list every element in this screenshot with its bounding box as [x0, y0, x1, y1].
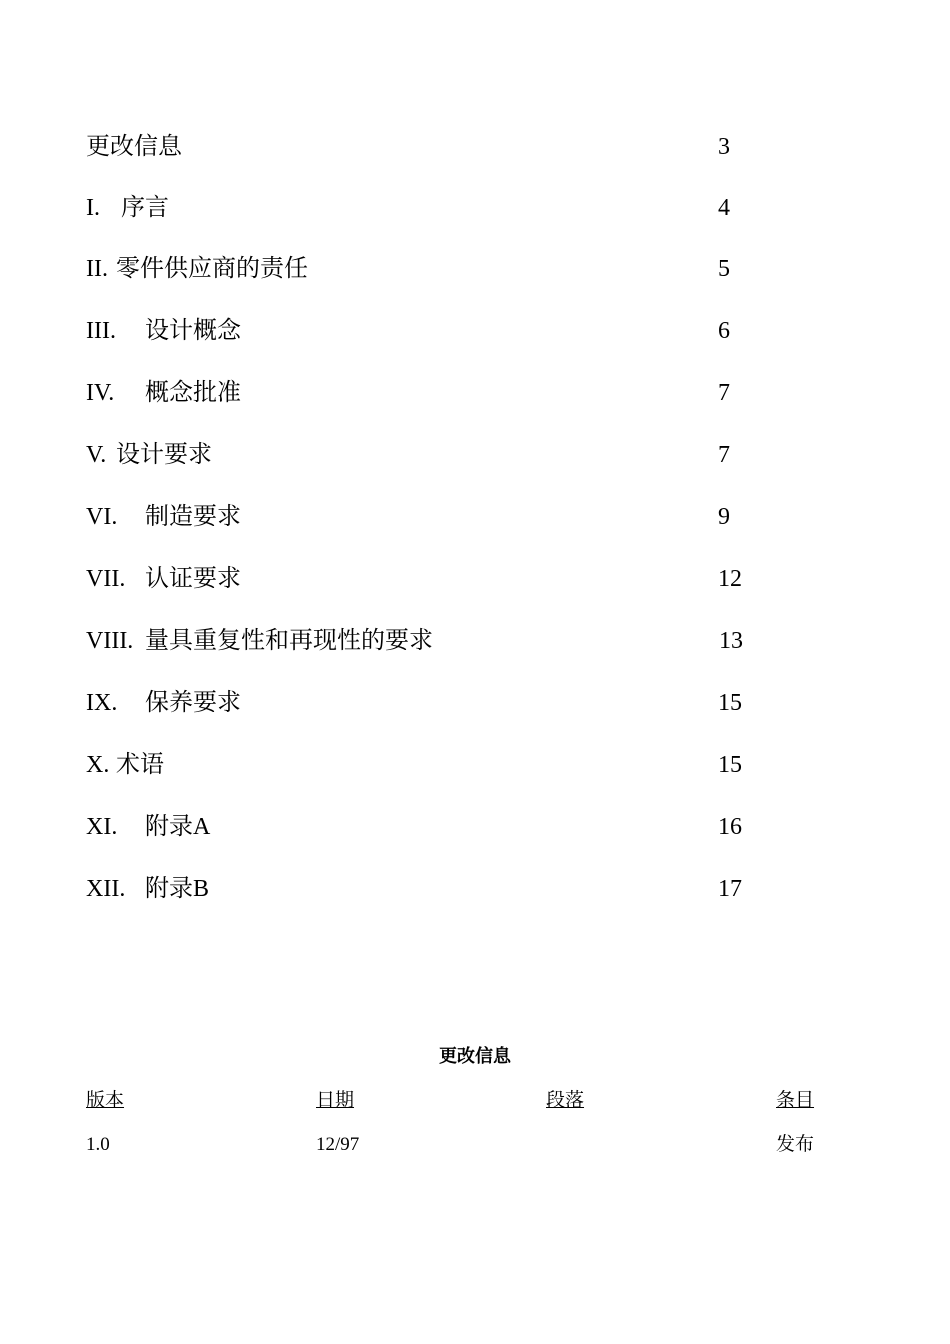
- toc-entry-number: VII.: [86, 566, 126, 592]
- toc-entry[interactable]: [86, 373, 786, 413]
- toc-entry[interactable]: [86, 127, 786, 167]
- toc-entry-page: 13: [719, 628, 743, 654]
- toc-entry-title: 附录A: [145, 814, 211, 840]
- toc-entry[interactable]: [86, 188, 786, 228]
- change-log-header: [0, 1087, 950, 1115]
- change-log-title: 更改信息: [439, 1046, 511, 1066]
- toc-entry-title: 附录B: [145, 876, 210, 902]
- toc-entry[interactable]: [86, 745, 786, 785]
- toc-entry[interactable]: [86, 869, 786, 909]
- toc-entry-number: XI.: [86, 814, 118, 840]
- toc-entry-title: 保养要求: [145, 690, 241, 716]
- toc-entry[interactable]: [86, 621, 786, 661]
- toc-entry-page: 16: [718, 814, 742, 840]
- toc-entry-page: 6: [718, 318, 730, 344]
- toc-entry-number: V.: [86, 442, 107, 468]
- toc-entry-title: 认证要求: [145, 566, 241, 592]
- toc-entry-page: 3: [718, 134, 730, 160]
- toc-entry-number: II.: [86, 256, 108, 282]
- toc-entry-page: 15: [718, 752, 742, 778]
- toc-entry-number: IV.: [86, 380, 115, 406]
- column-header-date: 日期: [316, 1090, 355, 1111]
- toc-entry[interactable]: [86, 683, 786, 723]
- toc-entry-page: 5: [718, 256, 730, 282]
- toc-entry-page: 15: [718, 690, 742, 716]
- toc-entry[interactable]: [86, 807, 786, 847]
- toc-entry-number: XII.: [86, 876, 126, 902]
- toc-entry-title: 设计概念: [145, 318, 241, 344]
- toc-entry-number: VI.: [86, 504, 118, 530]
- column-header-paragraph: 段落: [546, 1090, 585, 1111]
- toc-entry-title: 更改信息: [86, 134, 182, 160]
- toc-entry-page: 7: [718, 380, 730, 406]
- toc-entry-number: VIII.: [86, 628, 134, 654]
- cell-version: 1.0: [86, 1134, 110, 1155]
- toc-entry-title: 制造要求: [145, 504, 241, 530]
- toc-entry[interactable]: [86, 559, 786, 599]
- toc-entry-title: 术语: [116, 752, 164, 778]
- toc-entry-number: IX.: [86, 690, 118, 716]
- toc-entry[interactable]: [86, 435, 786, 475]
- cell-item: 发布: [776, 1134, 815, 1155]
- toc-entry-title: 概念批准: [145, 380, 241, 406]
- toc-entry-title: 序言: [121, 195, 169, 221]
- toc-entry-title: 设计要求: [116, 442, 212, 468]
- toc-entry-page: 4: [718, 195, 730, 221]
- table-row: [0, 1131, 950, 1159]
- toc-entry[interactable]: [86, 497, 786, 537]
- toc-entry-number: III.: [86, 318, 116, 344]
- toc-entry[interactable]: [86, 311, 786, 351]
- toc-entry-page: 12: [718, 566, 742, 592]
- column-header-item: 条目: [776, 1090, 815, 1111]
- toc-entry-title: 零件供应商的责任: [116, 256, 308, 282]
- column-header-version: 版本: [86, 1090, 125, 1111]
- toc-entry-page: 17: [718, 876, 742, 902]
- toc-entry-page: 7: [718, 442, 730, 468]
- toc-entry-title: 量具重复性和再现性的要求: [145, 628, 433, 654]
- cell-date: 12/97: [316, 1134, 360, 1155]
- toc-entry-number: I.: [86, 195, 100, 221]
- toc-entry-number: X.: [86, 752, 110, 778]
- toc-entry[interactable]: [86, 249, 786, 289]
- toc-entry-page: 9: [718, 504, 730, 530]
